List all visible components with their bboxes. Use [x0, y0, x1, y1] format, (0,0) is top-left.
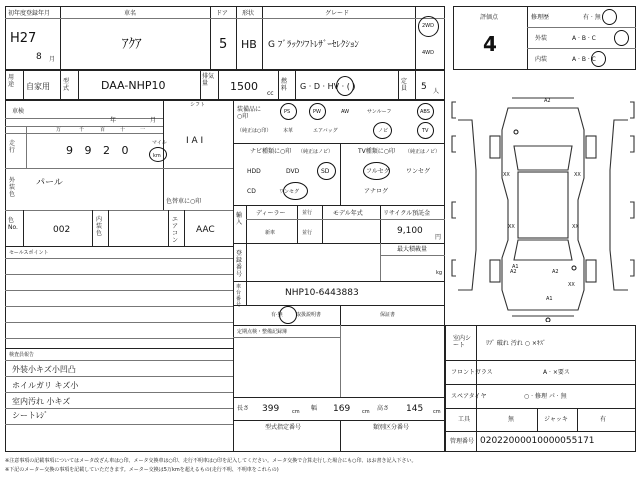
fuel-hv-circle	[336, 76, 354, 96]
usage: 自家用	[26, 82, 50, 91]
svg-text:A1: A1	[546, 296, 553, 302]
equip-navi: ノビ	[378, 128, 389, 134]
equip-ps: PS	[284, 109, 291, 115]
svg-text:XX: XX	[508, 224, 515, 230]
digit-label-juu: 十	[120, 127, 126, 133]
doors: 5	[219, 37, 228, 52]
displacement-label: 排気量	[202, 73, 215, 87]
repair-none-circle	[602, 9, 617, 25]
exterior-options: A · B · C	[572, 35, 596, 42]
svg-text:A1: A1	[512, 264, 519, 270]
usage-label: 用途	[8, 74, 15, 88]
length-unit: cm	[292, 409, 300, 415]
month-unit: 月	[49, 56, 56, 63]
equip-aw: AW	[341, 109, 350, 115]
width-unit: cm	[362, 409, 370, 415]
equipment-label: 装備品に○印	[237, 106, 262, 120]
length-label: 長さ	[237, 405, 250, 412]
digit-label-sen: 千	[79, 127, 85, 133]
tv-sublabel: （純正はノビ）	[405, 149, 441, 155]
navi-sublabel: （純正はノビ）	[298, 149, 334, 155]
running-label: 走行	[9, 140, 16, 154]
tool-value: 無	[508, 416, 515, 423]
aircon-label: エアコン	[172, 216, 179, 244]
interior-b-circle	[591, 51, 606, 67]
interior-label: 内装	[535, 56, 548, 63]
exterior-c-circle	[614, 30, 629, 46]
drive-4wd: 4WD	[422, 50, 434, 56]
interior-color-label: 内装色	[96, 216, 103, 237]
tv-analog: アナログ	[364, 188, 389, 195]
tv-fullseg: フルセグ	[366, 168, 390, 175]
manual-options: 有·無	[271, 312, 283, 318]
manual-label: 取扱説明書	[296, 312, 322, 318]
row2-frame	[5, 70, 445, 100]
height-unit: cm	[433, 409, 441, 415]
color-no: 002	[53, 225, 71, 235]
digit-label-man: 万	[56, 127, 62, 133]
svg-text:XX: XX	[572, 224, 579, 230]
inspector-line-1: 外装小キズ小凹凸	[12, 365, 76, 374]
drive-2wd: 2WD	[422, 23, 434, 29]
jack-value: 有	[600, 416, 607, 423]
shape: HB	[241, 38, 257, 51]
fuel-label: 燃料	[281, 78, 288, 92]
car-name-label: 車名	[124, 10, 137, 17]
equip-leather: 本革	[283, 128, 294, 134]
mgmt-label: 管理番号	[450, 438, 475, 445]
inspector-line-2: ホイルガリ キズ小	[12, 381, 79, 390]
first-reg-month: 8	[36, 52, 42, 62]
tv-oneseg: ワンセグ	[406, 168, 431, 175]
seat-options: ﾘﾌﾟ 破れ 汚れ ○ ×ｷｽﾞ	[486, 340, 546, 347]
color-no-label: 色No.	[8, 217, 18, 231]
inspector-line-4: シートﾚｼﾞ	[12, 411, 48, 420]
navi-cd: CD	[247, 188, 256, 195]
equip-pw: PW	[313, 109, 321, 115]
sales-point-label: セールスポイント	[9, 250, 49, 256]
shift-label: シフト	[190, 102, 206, 108]
score-label: 評価点	[480, 14, 499, 21]
dealer-label: ディーラー	[256, 210, 286, 217]
repair-options: 有 · 無	[583, 14, 601, 21]
aircon: AAC	[196, 225, 215, 235]
footer-note-2: ※下記のメーター交換の事項を記載していただきます。メーター交換は5万kmを超えるもの(走行不明、不明車をこれらの)	[5, 467, 279, 473]
jack-label: ジャッキ	[544, 416, 568, 423]
equip-tv: TV	[422, 128, 429, 134]
inspector-label: 検査員報告	[9, 352, 35, 358]
width-label: 幅	[311, 405, 318, 412]
exterior-color: パール	[36, 178, 63, 188]
capacity-label: 定員	[401, 78, 408, 92]
model: DAA-NHP10	[101, 79, 166, 92]
load-unit: kg	[436, 270, 443, 276]
type-spec-label: 型式指定番号	[265, 424, 302, 431]
new-car-label: 新車	[265, 230, 276, 236]
interior-options: A · B · C	[572, 56, 596, 63]
yen-unit: 円	[435, 234, 442, 241]
chassis-label: 車台番号	[236, 284, 242, 308]
color-change-note: 色替車に○印	[166, 198, 202, 205]
capacity-unit: 人	[433, 88, 440, 95]
exterior-label: 外装	[535, 35, 548, 42]
height-label: 高さ	[377, 405, 390, 412]
shift-value: I A I	[186, 136, 204, 146]
reg-label: 登録番号	[236, 250, 243, 278]
mile-label: マイル	[152, 140, 167, 146]
spare-label: スペアタイヤ	[451, 393, 487, 400]
equip-airbag: エアバッグ	[313, 128, 338, 134]
first-reg-label: 初年度登録年月	[8, 10, 51, 17]
digit-label-hyaku: 百	[100, 127, 106, 133]
car-inspection-label: 車検	[12, 108, 25, 115]
inspection-month-unit: 月	[150, 117, 157, 124]
capacity: 5	[421, 82, 427, 92]
km-unit: km	[153, 153, 161, 159]
grade-label: グレード	[325, 10, 350, 17]
grade: G ﾌﾞﾗｯｸｿﾌﾄﾚｻﾞｰｾﾚｸｼｮﾝ	[268, 40, 359, 50]
fuel-options: G · D · HV · ( )	[300, 82, 356, 91]
glass-options: A · ×要ス	[543, 369, 570, 376]
parallel-label: 並行	[302, 210, 313, 216]
equip-abs: ABS	[420, 109, 430, 115]
footer-note-1: ※注意事項の記載事項についてはメータ改ざん車は○印、メータ交換車は○印、走行不明車は○印を記入してください。メータ交換で合算走行した場合にも○印、はお書き記入下さい。	[5, 458, 417, 464]
svg-text:A2: A2	[552, 269, 559, 275]
class-label: 類別区分番号	[373, 424, 410, 431]
load-label: 最大積載量	[397, 246, 428, 253]
navi-dvd: DVD	[286, 168, 300, 175]
inspector-line-3: 室内汚れ 小キズ	[12, 397, 71, 406]
navi-label: ナビ種類に○印	[250, 148, 292, 155]
equipment-sublabel: （純正は○印）	[237, 128, 272, 134]
glass-label: フロントガラス	[451, 369, 493, 376]
displacement: 1500	[230, 80, 258, 93]
spare-options: ○ · 修理 パ · 無	[524, 393, 567, 400]
seat-label: 室内シート	[453, 335, 472, 349]
height-value: 145	[406, 404, 424, 414]
warranty-label: 保証書	[380, 312, 396, 318]
repair-label: 修理歴	[531, 14, 550, 21]
exterior-color-label: 外装色	[9, 177, 16, 198]
cc-unit: cc	[267, 90, 274, 97]
width-value: 169	[333, 404, 351, 414]
chassis-value: NHP10-6443883	[285, 288, 359, 298]
shape-label: 形状	[242, 10, 255, 17]
svg-text:XX: XX	[503, 172, 510, 178]
tv-label: TV種類に○印	[358, 148, 396, 155]
recycle-value: 9,100	[397, 226, 423, 236]
svg-text:XX: XX	[574, 172, 581, 178]
mileage-digits: 9 9 2 0	[66, 144, 133, 157]
model-year-label: モデル年式	[333, 210, 363, 217]
navi-oneseg: ワンセグ	[279, 189, 300, 195]
record-note: 定期点検・整備記録簿	[237, 329, 288, 335]
svg-text:A2: A2	[544, 98, 551, 104]
tool-label: 工具	[458, 416, 471, 423]
svg-text:A2: A2	[510, 269, 517, 275]
navi-hdd: HDD	[247, 168, 261, 175]
svg-text:XX: XX	[568, 282, 575, 288]
parallel-sub: 並行	[302, 230, 313, 236]
equip-sunroof: サンルーフ	[367, 109, 392, 115]
recycle-label: リサイクル預託金	[383, 210, 431, 217]
model-label: 型式	[63, 78, 70, 92]
digit-label-ichi: 一	[140, 127, 146, 133]
import-label: 輸入	[236, 212, 243, 226]
length-value: 399	[262, 404, 280, 414]
inspection-year-unit: 年	[110, 117, 117, 124]
score: 4	[483, 32, 497, 56]
car-name: ｱｸｱ	[122, 37, 142, 52]
door-label: ドア	[216, 10, 228, 17]
first-reg-year: H27	[10, 31, 37, 46]
navi-sd: SD	[321, 168, 330, 175]
car-damage-diagram	[450, 90, 636, 322]
mgmt-number: 02022000010000055171	[480, 436, 595, 446]
